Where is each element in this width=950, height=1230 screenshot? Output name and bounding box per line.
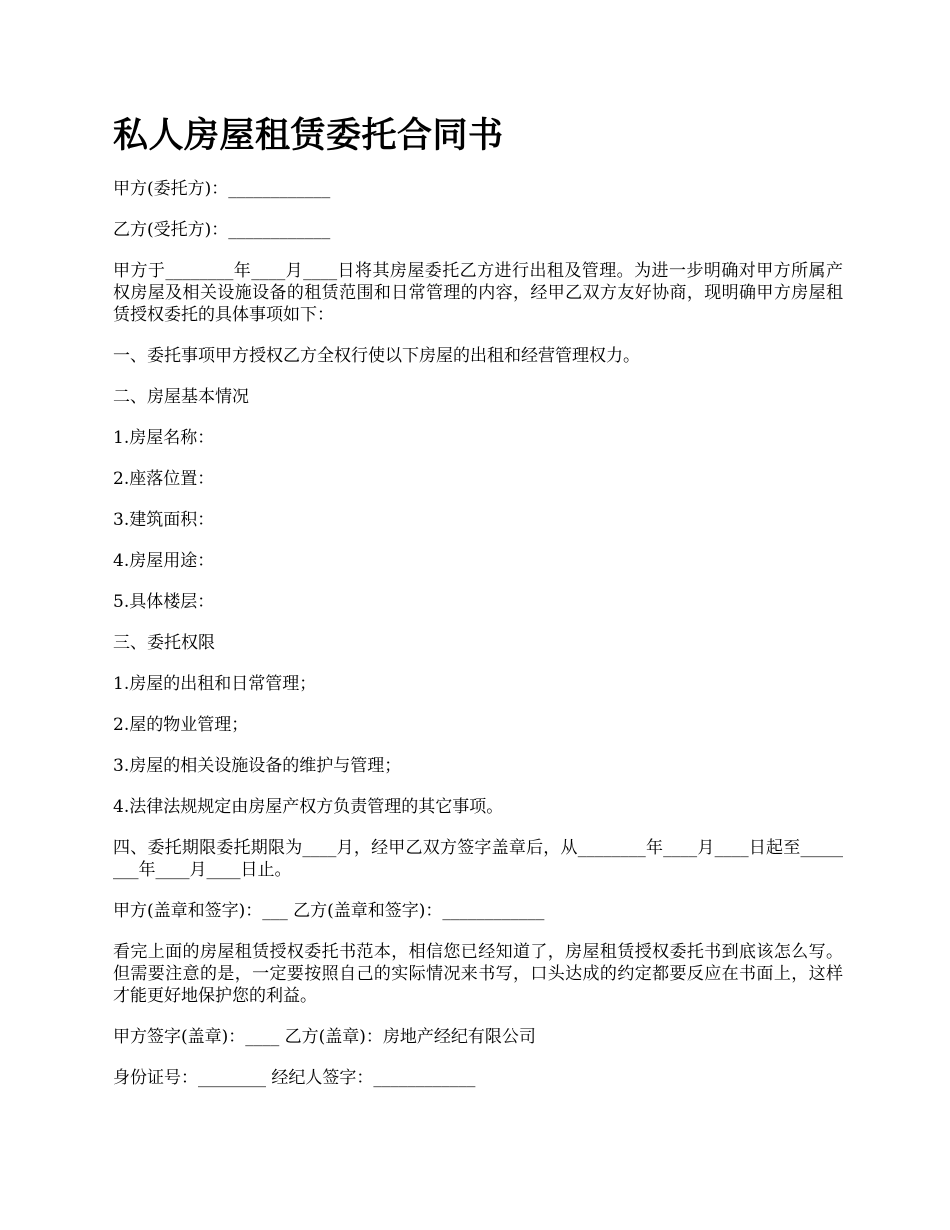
id-number-line: 身份证号：________ 经纪人签字：____________	[113, 1068, 476, 1088]
intro-paragraph: 甲方于________年____月____日将其房屋委托乙方进行出租及管理。为进一步明确对甲方所属产权房屋及相关设施设备的租赁范围和日常管理的内容，经甲乙双方友好协商，现明确甲方房屋租赁授权委托的具体事项如下：	[113, 261, 843, 325]
authority-item-4: 4.法律法规规定由房屋产权方负责管理的其它事项。	[113, 797, 504, 817]
section-1-heading: 一、委托事项甲方授权乙方全权行使以下房屋的出租和经营管理权力。	[113, 346, 640, 366]
house-usage-item: 4.房屋用途：	[113, 551, 215, 571]
house-floor-item: 5.具体楼层：	[113, 592, 215, 612]
document-page	[113, 112, 843, 1108]
signature-line-2: 甲方签字(盖章)：____ 乙方(盖章)：房地产经纪有限公司	[113, 1027, 536, 1047]
house-area-item: 3.建筑面积：	[113, 510, 215, 530]
section-4-term: 四、委托期限委托期限为____月，经甲乙双方签字盖章后，从________年____月____日起至________年____月____日止。	[113, 838, 843, 880]
signature-line-1: 甲方(盖章和签字)：___ 乙方(盖章和签字)：____________	[113, 901, 545, 921]
section-3-heading: 三、委托权限	[113, 633, 215, 653]
party-b-line: 乙方(受托方)：____________	[113, 220, 331, 240]
authority-item-3: 3.房屋的相关设施设备的维护与管理；	[113, 756, 402, 776]
document-title: 私人房屋租赁委托合同书	[113, 115, 504, 156]
authority-item-2: 2.屋的物业管理；	[113, 715, 249, 735]
section-2-heading: 二、房屋基本情况	[113, 387, 249, 407]
party-a-line: 甲方(委托方)：____________	[113, 179, 331, 199]
house-location-item: 2.座落位置：	[113, 469, 215, 489]
closing-note: 看完上面的房屋租赁授权委托书范本，相信您已经知道了，房屋租赁授权委托书到底该怎么写。但需要注意的是，一定要按照自己的实际情况来书写，口头达成的约定都要反应在书面上，这样才能更好地保护您的利益。	[113, 942, 843, 1006]
authority-item-1: 1.房屋的出租和日常管理；	[113, 674, 317, 694]
house-name-item: 1.房屋名称：	[113, 428, 215, 448]
